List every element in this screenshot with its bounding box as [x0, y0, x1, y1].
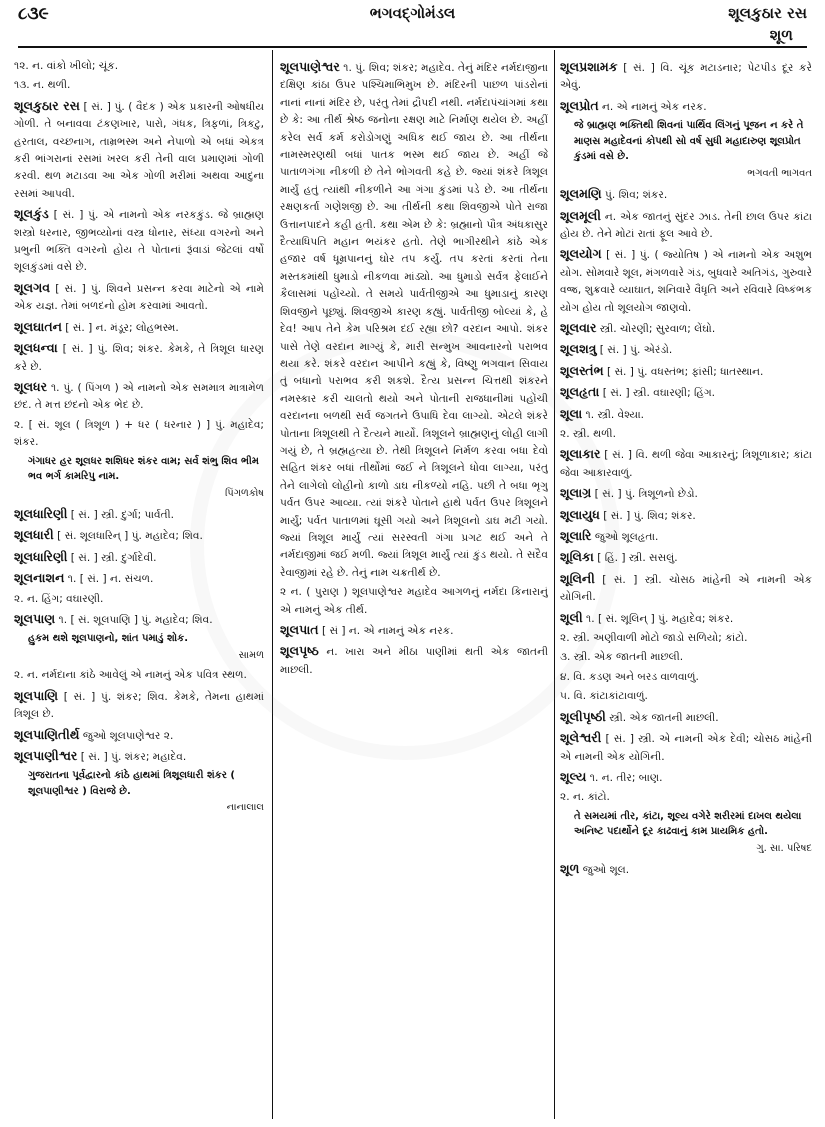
definition-text: ૨ ન. ( પુરાણ ) શૂલપાણેશ્વર મહાદેવ આગળનું નર્મદા કિનારાનું એ નામનું એક તીર્થ.: [280, 586, 548, 616]
dictionary-entry: [14, 279, 264, 316]
definition-text: [ સં. શૂલધારિન્ ] પું. મહાદેવ; શિવ.: [57, 530, 203, 543]
guide-word-secondary: શૂળ: [769, 26, 793, 44]
dictionary-entry: [560, 319, 812, 338]
headword: શૂલયોગ: [560, 246, 602, 262]
definition-text: [ સં. ] સ્ત્રી. એ નામની એક દેવી; ચોસઠ માંહેની એ નામની એક યોગિની.: [560, 733, 812, 763]
dictionary-entry: [560, 729, 812, 766]
dictionary-entry: [560, 688, 812, 705]
headword: શૂલનાશન: [14, 570, 65, 586]
definition-text: ૧. [ સં. ] ન. સંચળ.: [67, 573, 154, 586]
column-3: [560, 58, 812, 1123]
dictionary-entry: [560, 97, 812, 116]
dictionary-entry: [560, 58, 812, 95]
header-rule: [18, 46, 807, 48]
headword: શૂલીપૃષ્ઠી: [560, 708, 606, 724]
dictionary-entry: [14, 569, 264, 588]
headword: શૂલેશ્વરી: [560, 730, 602, 746]
page-title: ભગવદ્ગોમંડલ: [369, 4, 456, 22]
citation-source: પિંગળકોષ: [225, 487, 264, 499]
headword: શૂલપ્રોત: [560, 97, 599, 113]
dictionary-entry: [560, 506, 812, 525]
citation-quote: જે બ્રાહ્મણ ભક્તિથી શિવનાં પાર્થિવ લિંગનું પૂજન ન કરે તે માણસ મહાદેવનાં કોપથી સો વર્ષ સુધી મહાદારુણ શૂલપ્રોત કુંડમાં વસે છે.: [574, 120, 804, 163]
headword: શૂલપૃષ્ઠ: [280, 643, 319, 659]
definition-text: ૨. [ સં. શૂલ ( ત્રિશૂળ ) + ધર ( ધરનાર ) ] પું. મહાદેવ; શંકર.: [14, 418, 264, 449]
definition-text: [ હિં. ] સ્ત્રી. સસલું.: [597, 552, 678, 565]
definition-text: ૨. ન. નર્મદાના કાંઠે આવેલું એ નામનું એક પવિત્ર સ્થળ.: [14, 669, 247, 682]
dictionary-entry: [14, 667, 264, 684]
citation-source: ભગવતી ભાગવત: [747, 167, 812, 179]
headword: શૂલપાણીશ્વર: [14, 747, 78, 763]
dictionary-entry: [280, 621, 548, 640]
headword: શૂલકુંડ: [14, 206, 49, 222]
definition-text: ૪. વિ. કડણ અને બરડ વાળવાળું.: [560, 670, 699, 683]
definition-text: ૧૨. ન. વાંકો ખીલો; ચૂંક.: [14, 60, 119, 72]
dictionary-entry: [14, 726, 264, 745]
headword: શૂલઘાતન: [14, 318, 62, 334]
headword: શૂલા: [560, 405, 583, 421]
column-divider: [554, 50, 555, 1119]
column-2: [280, 58, 548, 1123]
dictionary-entry: [14, 548, 264, 567]
dictionary-entry: [560, 426, 812, 443]
definition-text: ૧. [ સં. શૂલિન્ ] પું. મહાદેવ; શંકર.: [586, 612, 734, 625]
definition-text: [ સં. ] પું. ( વૈદક ) એક પ્રકારની ઓષધીય ગોળી. તે બનાવવા ટંકણખાર, પારો, ગંધક, ત્રિફળાં, ત્રિકટુ, હરતાલ, વચ્છનાગ, તામ્રભસ્મ અને નેપાળો એ બધાં એકત્ર કરી ભાંગરાનાં રસમાં ખરલ કરી તેની વાલ પ્રમાણમાં ગોળી કરવી. થળ મટાડવા આ એક ગોળી મરીમાં અથવા આદુના રસમાં આપવી.: [14, 100, 264, 200]
headword: શૂલધારી: [14, 527, 54, 543]
dictionary-entry: [280, 642, 548, 679]
headword: શૂલમૂલી: [560, 207, 601, 223]
headword: શૂલમણિ: [560, 186, 602, 202]
dictionary-entry: [560, 860, 812, 879]
headword: શૂલિકા: [560, 549, 594, 565]
headword: શૂલપાણિ: [14, 687, 58, 703]
headword: શૂલહૃતા: [560, 384, 600, 400]
headword: શૂલાયુધ: [560, 506, 600, 522]
definition-text: [ સં. ] વિ. ચૂંક મટાડનાર; પેટપીડ દૂર કરે એવું.: [560, 62, 812, 92]
citation-quote: હુકમ થશે શૂલપાણનો, શાંત પમાડું શોક.: [28, 633, 189, 645]
definition-text: [ સં. ] પું. શિવ; શંકર.: [603, 509, 696, 522]
headword: શૂલ્ય: [560, 768, 587, 784]
headword: શૂલકુઠાર રસ: [14, 97, 80, 113]
dictionary-entry: [14, 417, 264, 452]
dictionary-entry: [14, 747, 264, 766]
headword: શૂલપાણેશ્વર: [280, 59, 340, 74]
definition-text: ન. ખારા અને મીઠા પાણીમાં થતી એક જાતની માછલી.: [280, 646, 548, 676]
column-divider: [272, 50, 273, 1119]
dictionary-entry: [14, 378, 264, 415]
column-1: [14, 58, 264, 1123]
headword: શૂલવાર: [560, 319, 597, 335]
definition-text: ન. એક જાતનું સુંદર ઝાડ. તેની છાલ ઉપર કાંટા હોય છે. તેને મોટાં રાતાં ફૂલ આવે છે.: [560, 210, 812, 240]
headword: શૂળ: [560, 861, 580, 877]
dictionary-entry: [280, 58, 548, 582]
headword: શૂલાગ્ર: [560, 485, 592, 501]
dictionary-entry: [560, 630, 812, 647]
headword: શૂલશત્રુ: [560, 341, 597, 357]
definition-text: સ્ત્રી. એક જાતની માછલી.: [609, 711, 719, 724]
definition-text: જુઓ શૂલહૃતા.: [594, 531, 659, 544]
headword: શૂલસ્તંભ: [560, 362, 604, 378]
dictionary-entry: [280, 584, 548, 619]
dictionary-entry: [560, 708, 812, 727]
definition-text: જુઓ શૂલપાણેશ્વર ૨.: [82, 729, 174, 742]
citation-quote: ગંગાધર હર શૂલધર શશિધર શંકર વામ; સર્વ શંભુ શિવ ભીમ ભવ ભર્ગ કામરિપુ નામ.: [28, 455, 259, 483]
definition-text: ૧૩. ન. થળી.: [14, 79, 71, 92]
dictionary-entry: [560, 383, 812, 402]
definition-text: [ સં. ] પું. ત્રિશૂળનો છેડો.: [594, 488, 698, 501]
headword: શૂલપ્રશામક: [560, 59, 618, 74]
dictionary-entry: [560, 527, 812, 546]
dictionary-entry: [14, 97, 264, 203]
definition-text: ૧. ન. તીર; બાણ.: [589, 771, 663, 784]
dictionary-entry: [560, 669, 812, 686]
dictionary-entry: [560, 484, 812, 503]
definition-text: [ સં ] ન. એ નામનું એક નરક.: [321, 625, 454, 637]
dictionary-entry: [14, 339, 264, 376]
definition-text: સ્ત્રી. ચોરણી; સુરવાળ; લેંઘો.: [599, 322, 716, 335]
dictionary-entry: [560, 445, 812, 482]
definition-text: [ સં. ] પું. શિવને પ્રસન્ન કરવા માટેનો એ નામે એક યજ્ઞ. તેમાં બળદનો હોમ કરવામાં આવતો.: [14, 282, 264, 313]
dictionary-entry: [560, 789, 812, 806]
guide-word: શૂલકુઠાર રસ: [728, 4, 807, 22]
headword: શૂલી: [560, 609, 583, 625]
headword: શૂલગવ: [14, 279, 51, 295]
dictionary-entry: [560, 185, 812, 204]
dictionary-entry: [560, 405, 812, 424]
citation-source: ગુ. સા. પરિષદ: [756, 842, 812, 854]
definition-text: ૧. પું. શિવ; શંકર; મહાદેવ. તેનું મંદિર નર્મદાજીના દક્ષિણ કાંઠા ઉપર પશ્ચિમાભિમુખ છે. મંદિરની પાછળ પાંડરોનાં નાનાં નાનાં મંદિર છે, પરંતુ તેમાં દ્રૌપદી નથી. નર્મદાપંચાંગમાં કથા છે કે: આ તીર્થ શ્રેષ્ઠ જનોના રક્ષણ માટે નિર્માણ થયેલ છે. અહીં કરેલ સર્વ કર્મ કરોડોગણું અધિક થઈ જાય છે. આ તીર્થના નામસ્મરણથી બધાં પાતક ભસ્મ થઈ જાય છે. અહીં જે પાતાળગંગા નીકળી છે તેને ભોગવતી કહે છે. જ્યાં શંકરે ત્રિશૂલ માર્યું હતું ત્યાંથી નીકળીને આ ગંગા કુંડમાં પડે છે. આ તીર્થના રક્ષણકર્તા ગણેશજી છે. આ તીર્થની કથા શિવજીએ પોતે રાજા ઉત્તાનપાદને કહી હતી. કથા એમ છે કે: બ્રહ્માનો પૌત્ર અંધકાસુર દૈત્યાધિપતિ મહાન ભયંકર હતો. તેણે ભાગીરથીને કાંઠે એક હજાર વર્ષ ધૂમ્રપાનનું ઘોર તપ કર્યું. તપ કરતાં કરતાં તેના મસ્તકમાંથી ધુમાડો નીકળવા માંડ્યો. આ ધુમાડો સર્વત્ર ફેલાઈને કૈલાસમાં પહોંચ્યો. તે સમયે પાર્વતીજીએ આ ધુમાડાનું કારણ શિવજીને પૂછ્યું. શિવજીએ કારણ કહ્યું. પાર્વતીજી બોલ્યાં કે, હે દેવ! આપ તેને કેમ પરિશ્રમ દઈ રહ્યા છો? વરદાન આપો. શંકર પાસે તેણે વરદાન માગ્યું કે, મારી સન્મુખ આવનારનો પરાભવ થયા કરે. શંકરે વરદાન આપીને કહ્યું કે, વિષ્ણુ ભગવાન સિવાય તું બધાનો પરાભવ કરી શકશે. દૈત્ય પ્રસન્ન ચિત્તથી શંકરને નમસ્કાર કરી ચાલતો થયો અને પોતાની રાજધાનીમાં પહોંચી વરદાનના બળથી સર્વ જગતને ઉપાધિ દેવા લાગ્યો. એટલે શંકરે પોતાના ત્રિશૂલથી તે દૈત્યને માર્યો. ત્રિશૂલને બ્રાહ્મણનું લોહી લાગી ગયું છે, તે બ્રહ્મહત્યા છે. તેથી ત્રિશૂલને નિર્મળ કરવા બધા દેવો સહિત શંકર બધાં તીર્થોમાં જઈ ને ત્રિશૂલને ધોવા લાગ્યા, પરંતુ તેને લાગેલો લોહીનો કાળો ડાઘ નીકળ્યો નહિ. પછી તે બધા ભૃગુ પર્વત ઉપર આવ્યા. ત્યાં શંકરે પોતાને હાથે પર્વત ઉપર ત્રિશૂલને માર્યું; પર્વત પાતાળમાં ઘૂસી ગયો અને ત્રિશૂલનો ડાઘ મટી ગયો. જ્યાં ત્રિશૂલ માર્યું ત્યાં સરસ્વતી ગંગા પ્રગટ થઈ અને તે નર્મદાજીમાં જઈ મળી. જ્યાં ત્રિશૂલ માર્યું ત્યાં કુંડ થયો. તે સદૈવ રેવાજીમાં રહે છે. તેનું નામ ચક્રતીર્થ છે.: [280, 62, 548, 579]
definition-text: ૨. સ્ત્રી. થળી.: [560, 428, 616, 440]
dictionary-entry: [560, 362, 812, 381]
definition-text: [ સં. ] પું. શંકર; શિવ. કેમકે, તેમના હાથમાં ત્રિશૂલ છે.: [14, 690, 264, 721]
headword: શૂલપાણ: [14, 610, 56, 626]
dictionary-entry: [560, 548, 812, 567]
definition-text: ૨. ન. હિંગ; વઘારણી.: [14, 592, 104, 605]
definition-text: ૧. પું. ( પિંગળ ) એ નામનો એક સમમાત્ર માત્રામેળ છંદ. તે મત્ત છંદનો એક ભેદ છે.: [14, 381, 264, 412]
definition-text: ૧. [ સં. શૂલપાણિ ] પું. મહાદેવ; શિવ.: [58, 613, 213, 626]
definition-text: ૨. સ્ત્રી. અણીવાળી મોટો જાડો સળિયો; કાંટો.: [560, 632, 748, 645]
headword: શૂલપાણિતીર્થ: [14, 726, 80, 742]
definition-text: ૧. સ્ત્રી. વેશ્યા.: [585, 408, 645, 421]
dictionary-entry: [560, 207, 812, 244]
dictionary-entry: [560, 649, 812, 666]
definition-text: જુઓ શૂલ.: [582, 864, 630, 877]
headword: શૂલપાત: [280, 622, 319, 637]
definition-text: [ સં. ] સ્ત્રી. દુર્ગાદેવી.: [70, 551, 157, 564]
dictionary-entry: [560, 245, 812, 317]
page-header: [18, 4, 807, 44]
definition-text: [ સં. ] પું. શંકર; મહાદેવ.: [80, 750, 187, 763]
definition-text: ૩. સ્ત્રી. એક જાતની માછલી.: [560, 651, 684, 664]
dictionary-entry: [14, 505, 264, 524]
headword: શૂલિની: [560, 570, 595, 586]
dictionary-entry: [560, 609, 812, 628]
dictionary-entry: [14, 610, 264, 629]
citation-quote: ગુજરાતના પૂર્વદ્વારનો કાંઠે હાથમાં ત્રિશૂલધારી શંકર ( શૂલપાણીશ્વર ) વિરાજે છે.: [28, 770, 235, 797]
headword: શૂલધર: [14, 378, 48, 394]
definition-text: ન. એ નામનું એક નરક.: [602, 100, 707, 113]
citation-quote: તે સમયમાં તીર, કાંટા, શૂલ્ય વગેરે શરીરમાં દાખલ થયેલા અનિષ્ટ પદાર્થોને દૂર કાઢવાનું કામ પ્રાયમિક હતો.: [574, 810, 802, 838]
citation-source: સામળ: [238, 649, 264, 661]
citation-source: નાનાલાલ: [226, 802, 264, 814]
headword: શૂલાકાર: [560, 446, 601, 462]
definition-text: [ સં. ] પું. એ નામનો એક નરકકુંડ. જે બ્રાહ્મણ શસ્ત્રો ધરનાર, જીભવ્યોનાં વસ્ત્ર ધોનાર, સંધ્યા વગરનો અને પ્રભુની ભક્તિ વગરનો હોય તે પોતાનાં રૂંવાડાં જેટલાં વર્ષો શૂલકુંડમાં વસે છે.: [14, 209, 264, 274]
definition-text: [ સં. ] પું. ( જ્યોતિષ ) એ નામનો એક અશુભ યોગ. સોમવારે શૂલ, મંગળવારે ગંડ, બુધવારે અતિગંડ, ગુરુવારે વજ્ર, શુક્રવારે વ્યાઘાત, શનિવારે વૈધૃતિ અને રવિવારે વિષ્કંભક યોગ હોય તો શૂલયોગ જાણવો.: [560, 249, 812, 314]
dictionary-entry: [14, 318, 264, 337]
definition-text: [ સં. ] વિ. થળી જેવા આકારનું; ત્રિશૂળાકાર; કાંટા જેવા આકારવાળું.: [560, 449, 812, 479]
dictionary-entry: [560, 768, 812, 787]
dictionary-entry: [14, 205, 264, 277]
dictionary-entry: [14, 591, 264, 608]
dictionary-entry: [560, 340, 812, 359]
definition-text: [ સં. ] સ્ત્રી. વઘારણી; હિંગ.: [602, 387, 716, 400]
definition-text: [ સં. ] પું. શિવ; શંકર. કેમકે, તે ત્રિશૂલ ધારણ કરે છે.: [14, 343, 264, 373]
dictionary-entry: [14, 77, 264, 94]
dictionary-entry: [14, 58, 264, 75]
definition-text: [ સં. ] સ્ત્રી. દુર્ગા; પાર્વતી.: [70, 508, 174, 521]
definition-text: ૫. વિ. કાંટાકાંટાવાળું.: [560, 690, 648, 703]
headword: શૂલારિ: [560, 528, 592, 544]
dictionary-entry: [14, 687, 264, 724]
definition-text: [ સં. ] ન. મંડૂર; લોહભસ્મ.: [65, 321, 179, 334]
definition-text: [ સં. ] પું. એરંડો.: [599, 344, 673, 357]
page-number: ૮૩૯: [18, 4, 49, 24]
headword: શૂલધન્વા: [14, 340, 58, 356]
definition-text: [ સં. ] પું. વધસ્તંભ; ફાંસી; ધાતસ્થાન.: [606, 365, 764, 378]
dictionary-entry: [560, 570, 812, 607]
definition-text: [ સં. ] સ્ત્રી. ચોસઠ માંહેની એ નામની એક યોગિની.: [560, 573, 812, 604]
headword: શૂલધારિણી: [14, 548, 68, 564]
headword: શૂલધારિણી: [14, 505, 68, 521]
definition-text: ૨. ન. કાંટો.: [560, 791, 610, 804]
definition-text: પું. શિવ; શંકર.: [605, 189, 668, 202]
dictionary-entry: [14, 526, 264, 545]
